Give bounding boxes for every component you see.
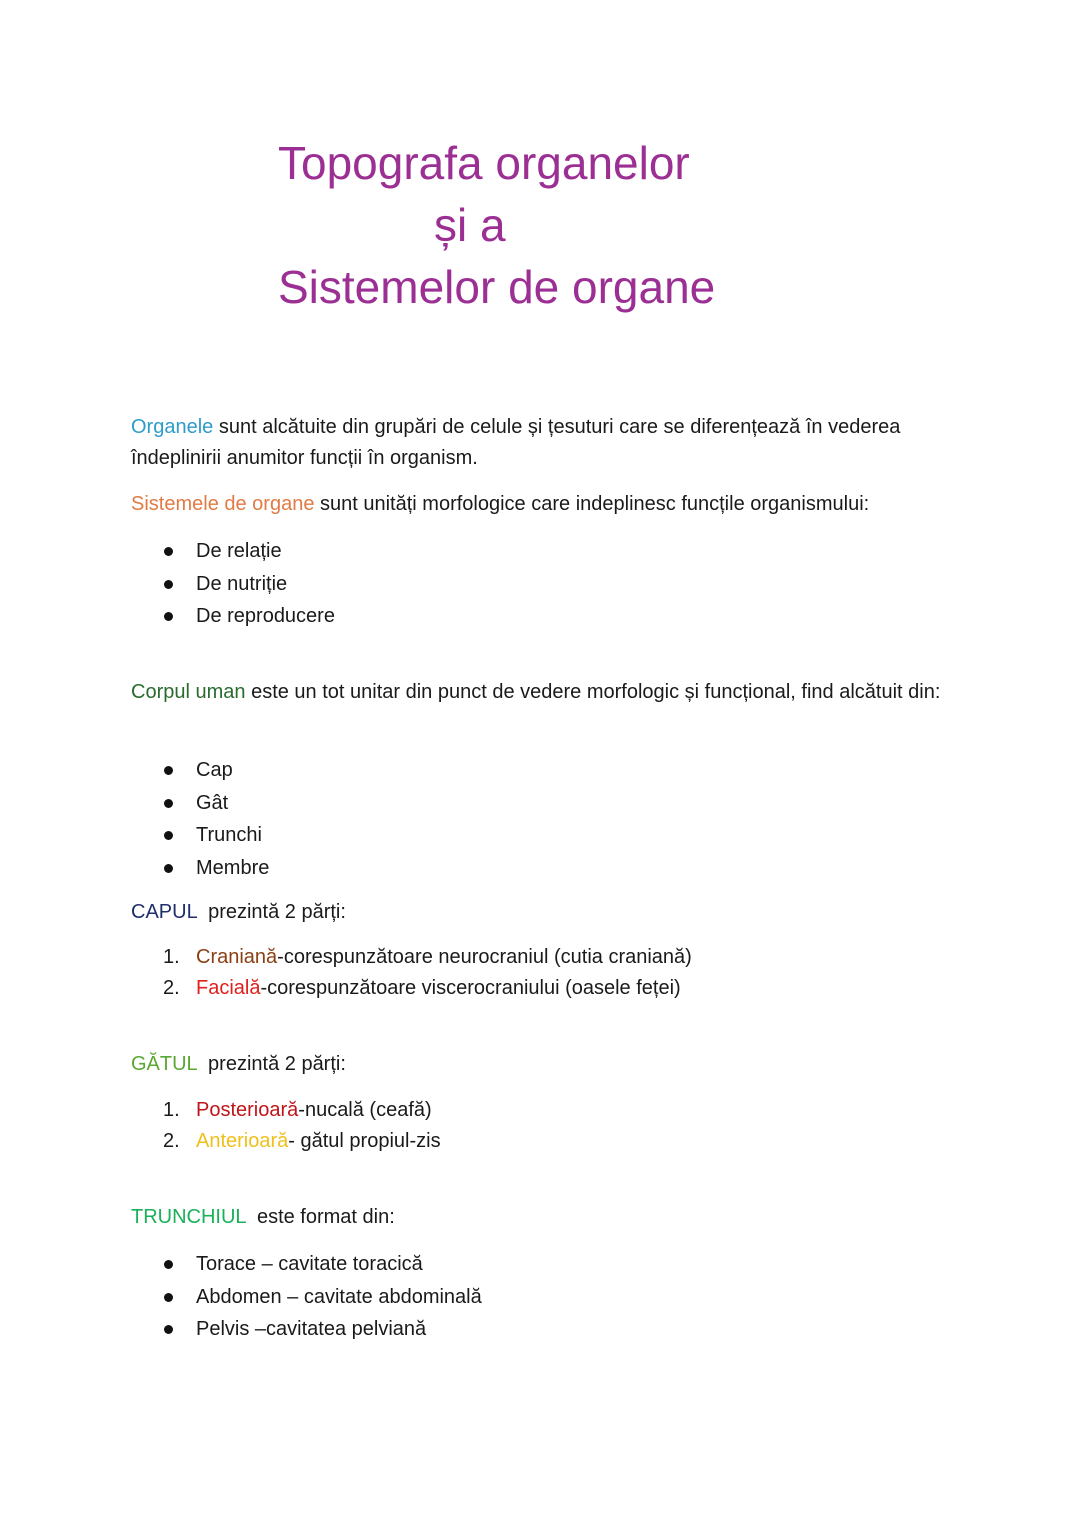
gatul-list [160, 1095, 441, 1157]
corp-text: este un tot unitar din punct de vedere morfologic și funcțional, find alcătuit din: [245, 681, 941, 703]
trunchiul-heading [131, 1202, 971, 1233]
gatul-heading [131, 1049, 971, 1080]
bullet-icon [164, 1260, 173, 1269]
organele-text: sunt alcătuite din grupări de celule și țesuturi care se diferențează în vederea îndeplinirii anumitor funcții în organism. [131, 416, 901, 469]
trunchiul-term: TRUNCHIUL [131, 1206, 246, 1228]
sisteme-paragraph [131, 489, 971, 520]
list-item: Cap [160, 754, 269, 787]
bullet-icon [164, 864, 173, 873]
list-item: 2. Anterioară- gătul propiul-zis [163, 1130, 441, 1152]
list-item: Torace – cavitate toracică [160, 1248, 482, 1281]
trunchiul-text: este format din: [245, 1206, 395, 1228]
list-item: De nutriție [160, 568, 335, 601]
corp-list [160, 754, 269, 884]
sisteme-term: Sistemele de organe [131, 493, 315, 515]
capul-heading [131, 897, 971, 928]
organele-paragraph [131, 412, 971, 474]
bullet-icon [164, 831, 173, 840]
gatul-text: prezintă 2 părți: [196, 1053, 346, 1075]
corp-paragraph [131, 677, 971, 708]
list-item: Trunchi [160, 819, 269, 852]
bullet-icon [164, 580, 173, 589]
list-item: 1. Posterioară-nucală (ceafă) [163, 1099, 432, 1121]
capul-list [160, 942, 692, 1004]
sisteme-list [160, 535, 335, 633]
bullet-icon [164, 799, 173, 808]
list-item: Gât [160, 787, 269, 820]
list-item: De reproducere [160, 600, 335, 633]
list-item: De relație [160, 535, 335, 568]
title-line-1: Topografa organelor [278, 137, 690, 189]
bullet-icon [164, 1325, 173, 1334]
list-item: 1. Craniană-corespunzătoare neurocraniul (cutia craniană) [163, 946, 692, 968]
corp-term: Corpul uman [131, 681, 246, 703]
list-item: 2. Facială-corespunzătoare viscerocraniului (oasele feței) [163, 977, 681, 999]
gatul-term: GĂTUL [131, 1053, 197, 1075]
list-item: Membre [160, 852, 269, 885]
organele-term: Organele [131, 416, 214, 438]
capul-term: CAPUL [131, 901, 197, 923]
list-item: Abdomen – cavitate abdominală [160, 1281, 482, 1314]
bullet-icon [164, 1293, 173, 1302]
capul-text: prezintă 2 părți: [196, 901, 346, 923]
list-item: Pelvis –cavitatea pelviană [160, 1313, 482, 1346]
sisteme-text: sunt unități morfologice care indeplinesc funcțile organismului: [314, 493, 870, 515]
trunchiul-list [160, 1248, 482, 1346]
bullet-icon [164, 547, 173, 556]
bullet-icon [164, 612, 173, 621]
title-line-3: Sistemelor de organe [278, 261, 716, 313]
bullet-icon [164, 766, 173, 775]
title-line-2: și a [434, 199, 506, 251]
